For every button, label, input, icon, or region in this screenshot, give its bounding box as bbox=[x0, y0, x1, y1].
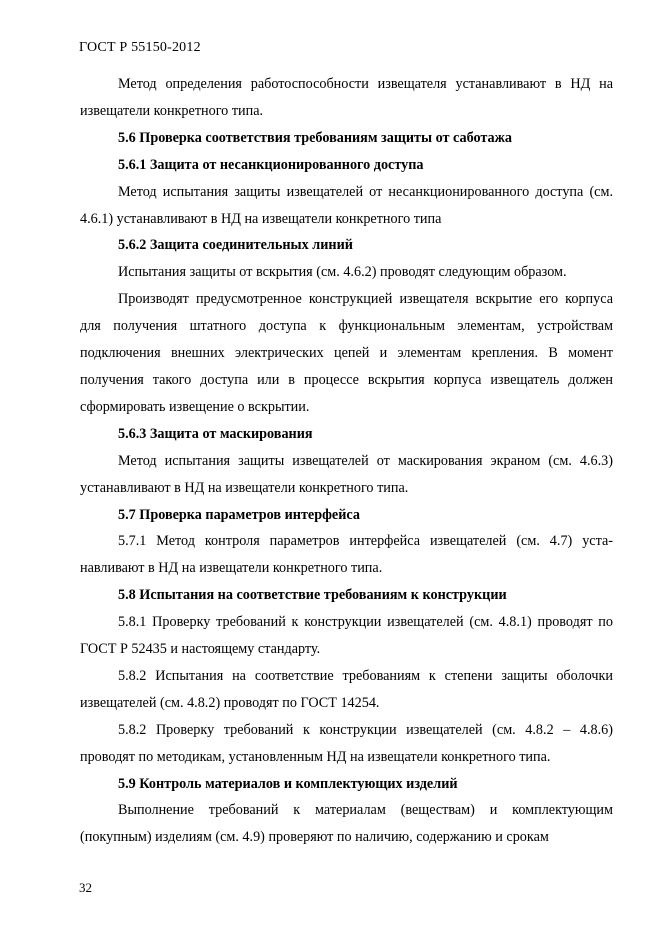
paragraph: Метод испытания защиты извещателей от несанкционированного доступа (см. 4.6.1) устанавливают в НД на извещатели конкретного типа bbox=[80, 183, 613, 227]
section-heading: 5.6 Проверка соответствия требованиям защиты от саботажа bbox=[118, 129, 513, 146]
subsection-heading: 5.6.2 Защита соединительных линий bbox=[118, 237, 353, 254]
document-header: ГОСТ Р 55150-2012 bbox=[79, 40, 201, 55]
subsection-heading: 5.6.3 Защита от маскирования bbox=[118, 425, 313, 442]
subsection-heading: 5.6.1 Защита от несанкционированного доступа bbox=[118, 156, 424, 173]
paragraph: 5.8.2 Испытания на соответствие требованиям к степени защиты оболочки извещателей (см. 4.8.2) проводят по ГОСТ 14254. bbox=[80, 667, 613, 711]
paragraph: 5.8.1 Проверку требований к конструкции извещателей (см. 4.8.1) проводят по ГОСТ Р 52435 и настоящему стандарту. bbox=[80, 614, 613, 658]
paragraph: Метод определения работоспособности извещателя устанавливают в НД на извещатели конкретного типа. bbox=[80, 76, 613, 119]
section-heading: 5.8 Испытания на соответствие требованиям к конструкции bbox=[118, 587, 507, 604]
paragraph: Производят предусмотренное конструкцией извещателя вскрытие его корпуса для получения штатного доступа к функциональным элементам, устройствам подключения внешних электрических цепей и элементам крепления. В момент получения такого доступа или в процессе вскрытия корпуса извещатель должен сформировать извещение о вскрытии. bbox=[80, 291, 613, 415]
paragraph: Метод испытания защиты извещателей от маскирования экраном (см. 4.6.3) устанавливают в НД на извещатели конкретного типа. bbox=[80, 452, 613, 496]
paragraph: 5.8.2 Проверку требований к конструкции извещателей (см. 4.8.2 – 4.8.6) проводят по методикам, установленным НД на извещатели конкретного типа. bbox=[80, 721, 613, 765]
section-heading: 5.7 Проверка параметров интерфейса bbox=[118, 506, 360, 523]
paragraph: Испытания защиты от вскрытия (см. 4.6.2) проводят следующим образом. bbox=[118, 264, 567, 281]
page-number: 32 bbox=[79, 880, 92, 895]
document-body bbox=[80, 71, 613, 851]
paragraph: Выполнение требований к материалам (веществам) и комплектующим (покупным) изделиям (см. 4.9) проверяют по наличию, содержанию и срокам bbox=[80, 802, 613, 846]
section-heading: 5.9 Контроль материалов и комплектующих изделий bbox=[118, 775, 458, 792]
paragraph: 5.7.1 Метод контроля параметров интерфейса извещателей (см. 4.7) устанавливают в НД на извещатели конкретного типа. bbox=[80, 533, 613, 577]
